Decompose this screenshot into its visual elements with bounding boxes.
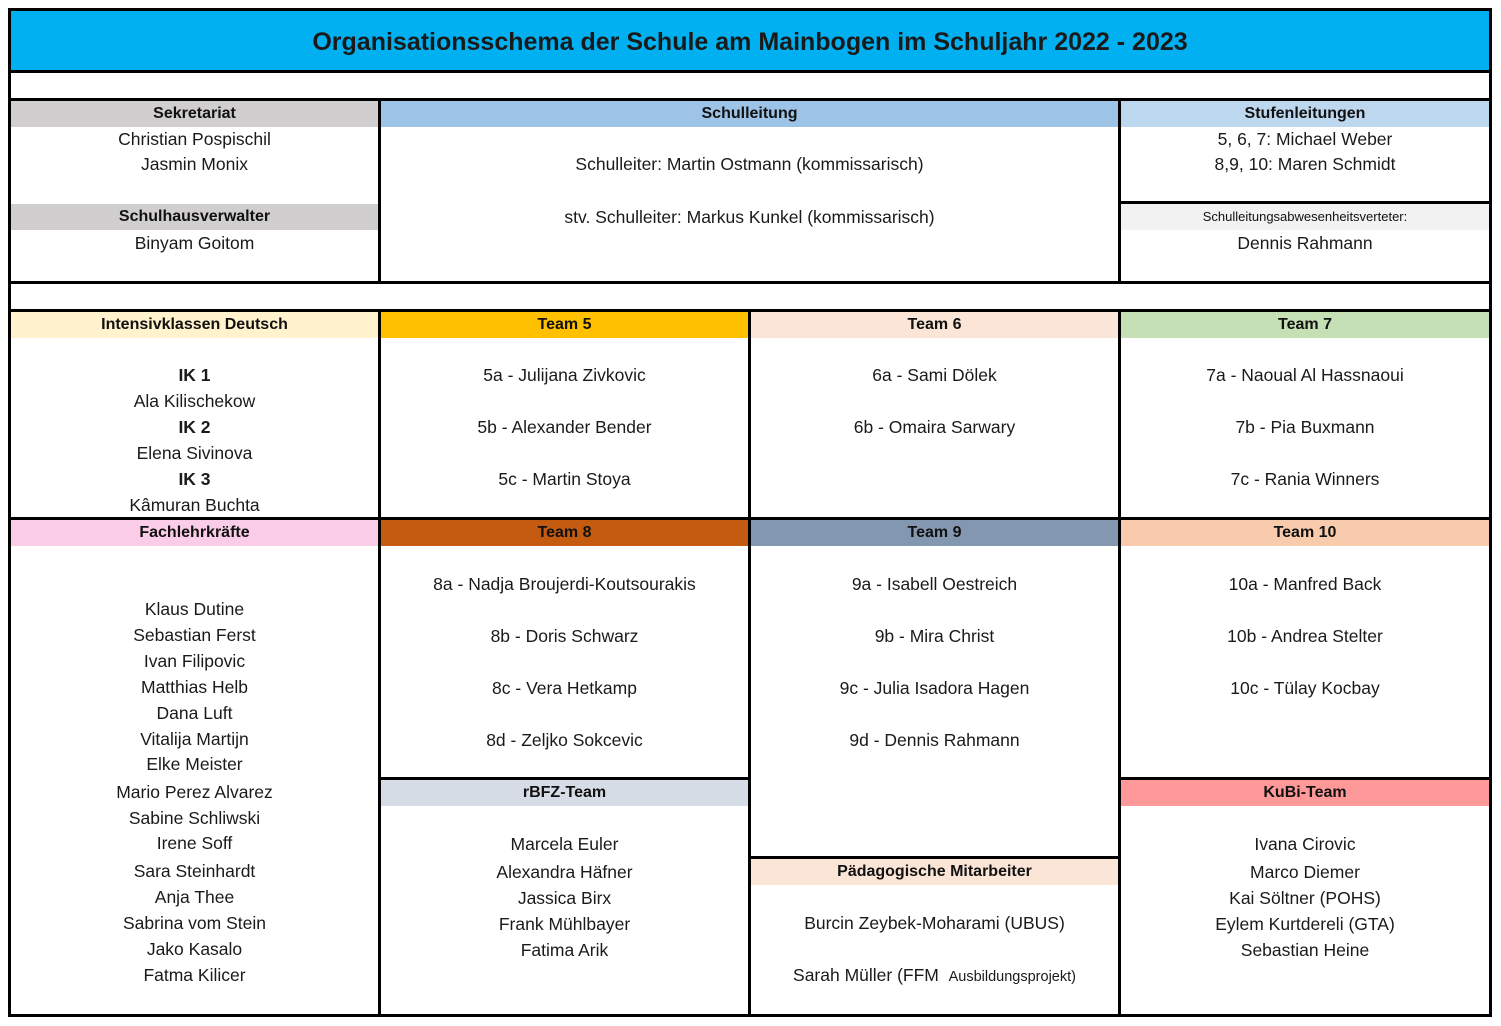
ik-header: Intensivklassen Deutsch <box>11 312 378 338</box>
team8-line: 8c - Vera Hetkamp <box>492 678 637 698</box>
schulleitung-header: Schulleitung <box>381 101 1118 127</box>
paed-line <box>751 962 1118 988</box>
team9-header: Team 9 <box>751 520 1118 546</box>
vertreter-header: Schulleitungsabwesenheitsverteter: <box>1121 204 1489 230</box>
fach-line: Sara Steinhardt <box>133 861 256 881</box>
hausverwalter-line: Binyam Goitom <box>134 233 255 253</box>
kubi-header: KuBi-Team <box>1121 780 1489 806</box>
team7-header: Team 7 <box>1121 312 1489 338</box>
rbfz-line: Frank Mühlbayer <box>498 914 631 934</box>
paed-header: Pädagogische Mitarbeiter <box>751 859 1118 885</box>
rbfz-line: Alexandra Häfner <box>496 862 633 882</box>
fach-line: Vitalija Martijn <box>140 729 249 749</box>
team10-line: 10a - Manfred Back <box>1228 574 1382 594</box>
fach-section <box>11 520 378 1014</box>
fach-line: Fatma Kilicer <box>143 965 246 985</box>
team5-line: 5a - Julijana Zivkovic <box>483 365 646 385</box>
team5-section <box>381 312 748 517</box>
fach-line: Elke Meister <box>146 754 243 774</box>
team7-section <box>1121 312 1489 517</box>
fach-line: Sabine Schliwski <box>128 808 261 828</box>
sekretariat-line: Christian Pospischil <box>118 129 271 149</box>
team7-line: 7a - Naoual Al Hassnaoui <box>1206 365 1404 385</box>
team10-line: 10c - Tülay Kocbay <box>1230 678 1380 698</box>
team6-section <box>751 312 1118 517</box>
ik-line: Ala Kilischekow <box>133 391 256 411</box>
kubi-line: Eylem Kurtdereli (GTA) <box>1215 914 1395 934</box>
schulleiter-line: Schulleiter: Martin Ostmann (kommissarisch) <box>575 154 924 174</box>
spacer-row-1 <box>8 70 1492 101</box>
kubi-line: Sebastian Heine <box>1240 940 1370 960</box>
fach-line: Matthias Helb <box>141 677 248 697</box>
team5-line: 5c - Martin Stoya <box>498 469 631 489</box>
team8-line: 8a - Nadja Broujerdi-Koutsourakis <box>433 574 696 594</box>
team9-line: 9a - Isabell Oestreich <box>851 574 1018 594</box>
team7-line: 7c - Rania Winners <box>1230 469 1380 489</box>
rbfz-line: Fatima Arik <box>520 940 609 960</box>
team6-line: 6a - Sami Dölek <box>872 365 997 385</box>
title-bar <box>8 8 1492 73</box>
sekretariat-section <box>11 101 378 201</box>
paed-line-part: Sarah Müller (FFM <box>793 965 939 985</box>
page-title: Organisationsschema der Schule am Mainbogen im Schuljahr 2022 - 2023 <box>312 28 1188 56</box>
fach-line: Dana Luft <box>156 703 233 723</box>
team10-header: Team 10 <box>1121 520 1489 546</box>
ik-line: IK 1 <box>178 365 211 385</box>
rbfz-line: Marcela Euler <box>510 834 619 854</box>
team5-header: Team 5 <box>381 312 748 338</box>
fach-line: Klaus Dutine <box>144 599 245 619</box>
ik-line: Elena Sivinova <box>136 443 253 463</box>
team10-line: 10b - Andrea Stelter <box>1227 626 1383 646</box>
stufenleitung-line: 5, 6, 7: Michael Weber <box>1217 129 1393 149</box>
team8-header: Team 8 <box>381 520 748 546</box>
vertreter-section <box>1121 204 1489 281</box>
fach-line: Irene Soff <box>156 833 233 853</box>
kubi-line: Kai Söltner (POHS) <box>1229 888 1381 908</box>
fach-line: Anja Thee <box>154 887 235 907</box>
paed-line-part-small: Ausbildungsprojekt) <box>948 969 1076 985</box>
kubi-line: Marco Diemer <box>1250 862 1360 882</box>
team5-line: 5b - Alexander Bender <box>477 417 652 437</box>
team6-header: Team 6 <box>751 312 1118 338</box>
team8-line: 8d - Zeljko Sokcevic <box>486 730 643 750</box>
team9-line: 9c - Julia Isadora Hagen <box>839 678 1030 698</box>
stufenleitungen-section <box>1121 101 1489 203</box>
ik-line: IK 2 <box>178 417 211 437</box>
fach-line: Jako Kasalo <box>146 939 243 959</box>
rbfz-line: Jassica Birx <box>517 888 612 908</box>
schulleitung-section <box>381 101 1118 281</box>
stufenleitung-line: 8,9, 10: Maren Schmidt <box>1214 154 1396 174</box>
stv-schulleiter-line: stv. Schulleiter: Markus Kunkel (kommissarisch) <box>564 207 935 227</box>
sekretariat-line: Jasmin Monix <box>141 154 248 174</box>
stufenleitungen-header: Stufenleitungen <box>1121 101 1489 127</box>
fach-line: Sebastian Ferst <box>133 625 256 645</box>
team10-section <box>1121 520 1489 777</box>
team8-line: 8b - Doris Schwarz <box>490 626 639 646</box>
paed-line: Burcin Zeybek-Moharami (UBUS) <box>804 913 1065 933</box>
ik-section <box>11 312 378 517</box>
fach-line: Sabrina vom Stein <box>123 913 266 933</box>
rbfz-header: rBFZ-Team <box>381 780 748 806</box>
ik-line: IK 3 <box>178 469 211 489</box>
fach-header: Fachlehrkräfte <box>11 520 378 546</box>
fach-line: Mario Perez Alvarez <box>116 782 273 802</box>
team9-line: 9d - Dennis Rahmann <box>849 730 1020 750</box>
paed-section <box>751 859 1118 1014</box>
team9-section <box>751 520 1118 856</box>
rbfz-section <box>381 780 748 1014</box>
team8-section <box>381 520 748 777</box>
kubi-section <box>1121 780 1489 1014</box>
team9-line: 9b - Mira Christ <box>874 626 995 646</box>
fach-line: Ivan Filipovic <box>143 651 246 671</box>
ik-line: Kâmuran Buchta <box>129 495 260 515</box>
hausverwalter-section <box>11 204 378 281</box>
spacer-row-2 <box>8 281 1492 312</box>
sekretariat-header: Sekretariat <box>11 101 378 127</box>
kubi-line: Ivana Cirovic <box>1254 834 1356 854</box>
team7-line: 7b - Pia Buxmann <box>1235 417 1375 437</box>
hausverwalter-header: Schulhausverwalter <box>11 204 378 230</box>
team6-line: 6b - Omaira Sarwary <box>853 417 1016 437</box>
vertreter-line: Dennis Rahmann <box>1237 233 1373 253</box>
